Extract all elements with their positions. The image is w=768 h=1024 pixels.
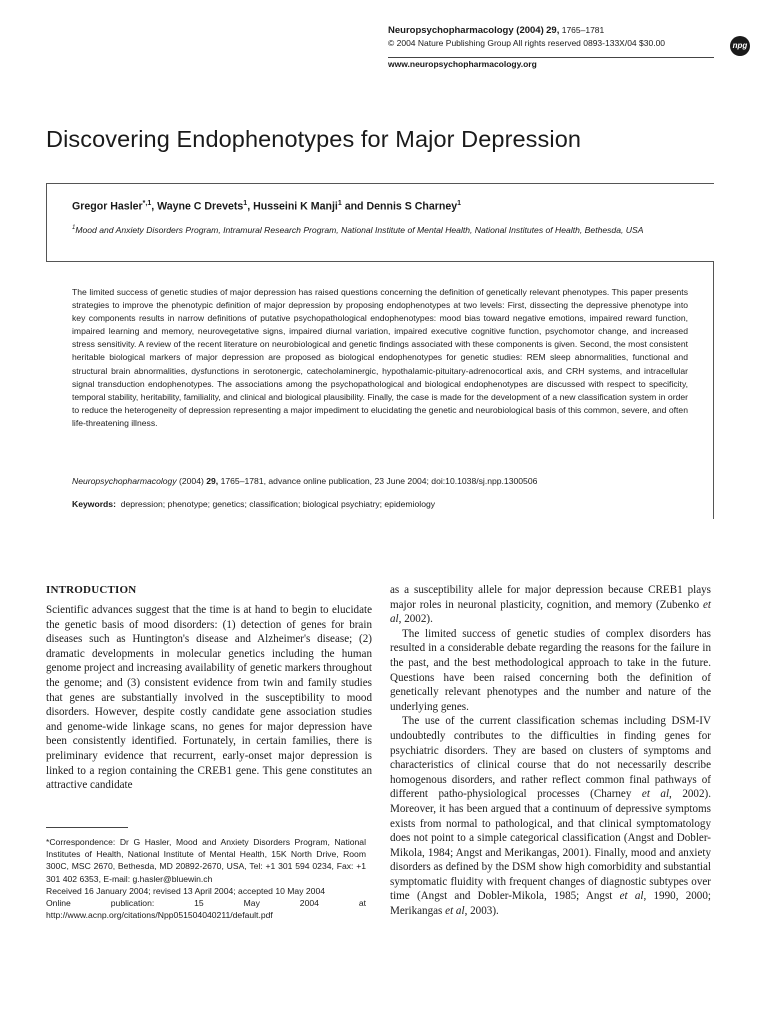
received-note: Received 16 January 2004; revised 13 April 2004; accepted 10 May 2004: [46, 885, 326, 896]
author-name: Husseini K Manji: [253, 200, 338, 213]
author-affiliation-mark: 1: [457, 200, 462, 207]
authors-divider: [46, 261, 714, 262]
journal-url[interactable]: www.neuropsychopharmacology.org: [388, 59, 537, 69]
title-divider: [46, 183, 714, 184]
affiliation-text: Mood and Anxiety Disorders Program, Intramural Research Program, National Institute of Mental Health, National Institutes of Health, Bethesda, USA: [75, 224, 644, 235]
author-separator: ,: [247, 200, 254, 213]
text-run: The use of the current classification schemas including DSM-IV undoubtedly contributes to the difficulties in finding genes for psychiatric disorders. They are based on clusters of symptoms and characteristics of clinical course that do not necessarily describe homogenous disorders, and rather reflect common final pathways of different patho-physiological processes (Charney: [390, 715, 711, 801]
author-separator: and: [341, 200, 367, 213]
text-run-italic: et al: [619, 890, 644, 903]
journal-name: Neuropsychopharmacology (2004): [388, 25, 544, 36]
author-affiliation-mark: 1: [243, 200, 248, 207]
text-run-italic: et al: [641, 788, 670, 801]
author-list: [72, 200, 461, 213]
author-name: Wayne C Drevets: [157, 200, 244, 213]
author-name: Gregor Hasler: [72, 200, 143, 213]
frame-right-lower: [713, 261, 714, 519]
author-affiliation-mark: 1: [337, 200, 342, 207]
affiliation-mark: 1: [72, 225, 76, 231]
author-name: Dennis S Charney: [366, 200, 458, 213]
copyright-line: © 2004 Nature Publishing Group All rights reserved 0893-133X/04 $30.00: [388, 38, 666, 48]
online-publication-note: Online publication: 15 May 2004 at http://www.acnp.org/citations/Npp051504040211/default.pdf: [46, 898, 366, 921]
paragraph: [390, 583, 711, 627]
paragraph: Scientific advances suggest that the time is at hand to begin to elucidate the genetic basis of mood disorders: (1) detection of genes for brain diseases such as Huntington's disease and Alzheimer's disease; (2) dramatic developments in molecular genetics including the human genome project and increasing availability of genetic markers throughout the genome; and (3) consistent evidence from twin and family studies that genes are substantially involved in the susceptibility to mood disorders. However, despite costly candidate gene association studies and genome-wide linkage scans, no genes for major depression have been consistently identified. Fortunately, in certain families, there is preliminary evidence that recurrent, early-onset major depression is linked to a region containing the CREB1 gene. This gene constitutes an attractive candidate: [46, 604, 372, 792]
text-run: , 1990, 2000; Merikangas: [390, 890, 711, 918]
journal-citation-line: [388, 24, 665, 37]
author-affiliation-mark: *,1: [142, 200, 152, 207]
paragraph: The limited success of genetic studies of complex disorders has resulted in a considerable debate regarding the reasons for the failure in the past, and the best methodological approach to take in the future. Questions have been raised concerning both the definition of genetically relevant phenotypes and the number and nature of the underlying genes.: [390, 627, 711, 713]
frame-left-upper: [46, 183, 47, 261]
footnote-divider: [46, 827, 128, 828]
section-heading-introduction: INTRODUCTION: [46, 584, 137, 596]
journal-volume: 29,: [546, 25, 560, 36]
paragraph: [390, 714, 711, 918]
article-title: Discovering Endophenotypes for Major Depression: [46, 126, 582, 152]
affiliation: [72, 221, 672, 237]
header-divider: [388, 57, 714, 58]
text-run-italic: et al: [445, 905, 465, 918]
text-run: , 2002).: [398, 613, 433, 626]
citation-details: 1765–1781, advance online publication, 23 June 2004; doi:10.1038/sj.npp.1300506: [218, 476, 538, 486]
npg-logo: npg: [730, 36, 750, 56]
citation-volume: 29,: [206, 476, 219, 486]
text-run: as a susceptibility allele for major depression because CREB1 plays major roles in neuronal plasticity, cognition, and memory (Zubenko: [390, 584, 711, 611]
journal-header: [388, 24, 665, 71]
footnotes: [46, 836, 366, 921]
body-column-right: [390, 583, 711, 919]
citation-journal: Neuropsychopharmacology: [72, 476, 177, 486]
text-run: , 2003).: [464, 905, 499, 918]
abstract: The limited success of genetic studies of major depression has raised questions concerning the definition of genetically relevant phenotypes. This paper presents strategies to improve the phenotypic definition of major depression by proposing endophenotypes at two levels: First, dissecting the depressive phenotype into key components results in narrow definitions of putative psychopathological endophenotypes: mood bias toward negative emotions, impaired reward function, impaired learning and memory, neurovegetative signs, impaired diurnal variation, impaired executive cognitive function, psychomotor change, and increased stress sensitivity. A review of the recent literature on neurobiological and genetic findings associated with these components is given. Second, the most consistent heritable biological markers of major depression are proposed as biological endophenotypes for genetic studies: REM sleep abnormalities, functional and structural brain abnormalities, dysfunctions in serotonergic, catecholaminergic, hypothalamic-pituitary-adrenocortical axis, and CRH systems, and intracellular signal transduction endophenotypes. The associations among the psychopathological and biological endophenotypes are discussed with respect to specificity, temporal stability, heritability, familiality, and clinical and biological plausibility. Finally, the case is made for the development of a new classification system in order to reduce the heterogeneity of depression representing a major impediment to elucidating the genetic and neurobiological basis of this common, severe, and often life-threatening illness.: [72, 287, 688, 428]
body-column-left: [46, 603, 372, 793]
text-run-italic: et al: [390, 598, 711, 626]
text-run: , 2002). Moreover, it has been argued that a continuum of depressive symptoms exists from normal to pathological, and that clinical symptomatology does not point to a simple categorical classification (Angst and Dobler-Mikola, 1984; Angst and Merikangas, 2001). Finally, mood and anxiety disorders as defined by the DSM show high comorbidity and substantial symptomatic fluidity with frequent changes of diagnostic subtypes over time (Angst and Dobler-Mikola, 1985; Angst: [390, 788, 711, 903]
keywords-list: depression; phenotype; genetics; classification; biological psychiatry; epidemiology: [120, 499, 436, 509]
correspondence-note: *Correspondence: Dr G Hasler, Mood and Anxiety Disorders Program, National Institutes of Health, National Institute of Mental Health, 15K North Drive, Room 300C, MSC 2670, Bethesda, MD 20892-2670, USA, Tel: +1 301 594 0234, Fax: +1 301 402 6353, E-mail: g.hasler@bluewin.ch: [46, 837, 366, 884]
citation-line: [72, 476, 692, 486]
keywords: [72, 499, 435, 509]
journal-pages: 1765–1781: [561, 25, 605, 35]
citation-year: (2004): [176, 476, 207, 486]
author-separator: ,: [151, 200, 158, 213]
keywords-label: Keywords:: [72, 499, 116, 509]
